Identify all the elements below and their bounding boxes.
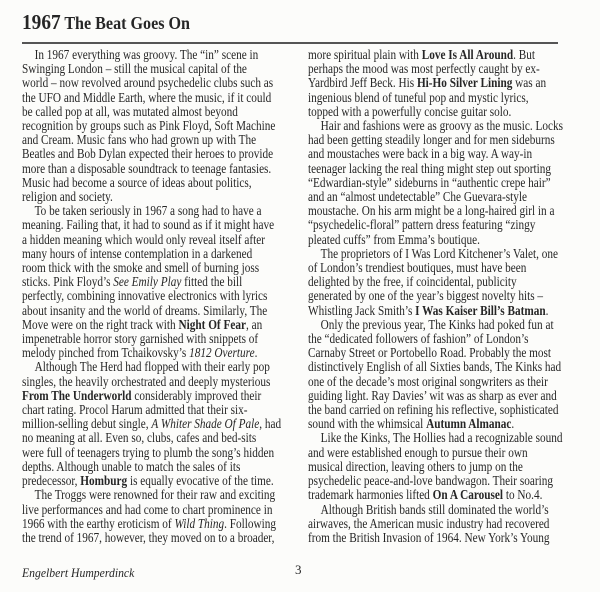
text-run: room thick with the smoke and smell of burning joss: [22, 260, 260, 276]
text-line: [308, 247, 563, 261]
text-run: fitted the bill: [181, 274, 243, 290]
page-number: 3: [295, 562, 302, 577]
title-rule: [22, 42, 558, 44]
text-run: Move were on the right track with: [22, 316, 179, 332]
text-run: chart rating. Procol Harum admitted that their six-: [22, 402, 248, 418]
text-line: [22, 48, 281, 62]
text-run: musical direction, leaving others to jump on the: [308, 458, 523, 474]
text-run: Although The Herd had flopped with their early pop: [34, 359, 270, 375]
text-run: In 1967 everything was groovy. The “in” scene in: [34, 47, 259, 62]
text-run: singles, the heavily orchestrated and deeply mysterious: [22, 373, 271, 389]
text-run: many hours of intense contemplation in a darkened: [22, 245, 253, 261]
text-run: Yardbird Jeff Beck. His: [308, 75, 417, 91]
text-line: [22, 503, 281, 517]
text-line: [22, 261, 281, 275]
text-run: million-selling debut single,: [22, 416, 152, 432]
text-run: one of the decade’s most original songwriters as their: [308, 373, 548, 389]
text-line: [22, 403, 281, 417]
text-run: .: [545, 302, 549, 318]
song-title: On A Carousel: [432, 487, 504, 503]
text-line: [22, 318, 281, 332]
text-line: [308, 218, 563, 232]
text-run: topped with a powerfully concise guitar solo.: [308, 103, 512, 119]
text-line: [308, 176, 563, 190]
text-line: [22, 431, 281, 445]
text-run: the trend of 1967, however, they moved on to a broader,: [22, 529, 275, 545]
text-run: live performances and had come to chart prominence in: [22, 501, 273, 517]
text-line: [308, 304, 563, 318]
text-run: teenager lacking the real thing might step out sporting: [308, 160, 552, 176]
text-line: [22, 360, 281, 374]
text-line: [308, 261, 563, 275]
text-run: Although British bands still dominated the world’s: [320, 501, 549, 517]
text-run: Carnaby Street or Portobello Road. Probably the most: [308, 345, 552, 361]
text-run: ingenious blend of tuneful pop and mystic lyrics,: [308, 89, 529, 105]
text-line: [22, 389, 281, 403]
text-line: [22, 62, 281, 76]
text-line: [22, 233, 281, 247]
text-line: [22, 275, 281, 289]
text-line: [308, 133, 563, 147]
text-run: more than a disposable soundtrack to teenage fantasies.: [22, 160, 272, 176]
text-run: “psychedelic-floral” pattern dress featuring “zingy: [308, 217, 536, 233]
text-column-right: [308, 48, 563, 545]
text-run: sound with the whimsical: [308, 416, 427, 432]
text-run: sticks. Pink Floyd’s: [22, 274, 114, 290]
text-run: airwaves, the American music industry had recovered: [308, 515, 550, 531]
text-run: impenetrable horror story garnished with snippets of: [22, 331, 259, 347]
text-run: perhaps the mood was most perfectly caught by ex-: [308, 61, 540, 77]
text-run: about insanity and the world of dreams. Similarly, The: [22, 302, 268, 318]
title-year: 1967: [22, 10, 61, 34]
song-title: I Was Kaiser Bill’s Batman: [415, 302, 546, 318]
text-line: [22, 76, 281, 90]
text-run: generated by one of the year’s biggest novelty hits –: [308, 288, 544, 304]
text-line: [308, 403, 563, 417]
text-line: [308, 460, 563, 474]
text-run: meaning. Failing that, it had to sound as if it might have: [22, 217, 275, 233]
text-line: [308, 76, 563, 90]
text-line: [22, 332, 281, 346]
text-line: [22, 176, 281, 190]
text-line: [22, 147, 281, 161]
text-run: recognition by groups such as Pink Floyd, Soft Machine: [22, 118, 276, 134]
text-line: [22, 446, 281, 460]
text-run: The proprietors of I Was Lord Kitchener’s Valet, one: [320, 245, 559, 261]
text-run: is equally evocative of the time.: [127, 473, 274, 489]
page-title: [22, 10, 190, 35]
text-line: [308, 289, 563, 303]
text-line: [308, 119, 563, 133]
text-run: Whistling Jack Smith’s: [308, 302, 416, 318]
text-run: .: [254, 345, 258, 361]
text-line: [308, 488, 563, 502]
text-run: depths. Although unable to match the sales of its: [22, 458, 241, 474]
text-run: religion and society.: [22, 189, 113, 205]
title-text: The Beat Goes On: [64, 13, 191, 33]
text-line: [308, 360, 563, 374]
text-line: [22, 105, 281, 119]
text-run: To be taken seriously in 1967 a song had to have a: [34, 203, 262, 219]
text-line: [308, 389, 563, 403]
text-line: [308, 431, 563, 445]
text-run: were full of teenagers trying to plumb the song’s hidden: [22, 444, 275, 460]
song-title: Autumn Almanac: [426, 416, 512, 432]
text-run: “Edwardian-style” sideburns in “authentic crepe hair”: [308, 174, 551, 190]
text-run: trademark harmonies lifted: [308, 487, 433, 503]
text-run: the band carried on refining his reflective, sophisticated: [308, 402, 559, 418]
text-run: and Cream. Music fans who had grown up with The: [22, 132, 257, 148]
text-line: [308, 233, 563, 247]
text-run: considerably improved their: [131, 387, 262, 403]
text-line: [308, 318, 563, 332]
text-run: Like the Kinks, The Hollies had a recognizable sound: [320, 430, 563, 446]
text-line: [308, 105, 563, 119]
text-run: .: [511, 416, 515, 432]
text-line: [22, 531, 281, 545]
text-run: Beatles and Bob Dylan expected their heroes to provide: [22, 146, 274, 162]
text-run: to No.4.: [503, 487, 543, 503]
italic-title: A Whiter Shade Of Pale: [151, 416, 260, 432]
text-run: , an: [245, 316, 263, 332]
text-line: [22, 375, 281, 389]
text-line: [308, 162, 563, 176]
text-run: Hair and fashions were as groovy as the music. Locks: [320, 118, 564, 134]
text-line: [308, 62, 563, 76]
text-line: [308, 275, 563, 289]
italic-title: Wild Thing: [174, 515, 225, 531]
text-run: delighted by the free, if coincidental, publicity: [308, 274, 517, 290]
song-title: Hi-Ho Silver Lining: [416, 75, 513, 91]
text-run: no meaning at all. Even so, clubs, cafes and bed-sits: [22, 430, 257, 446]
text-line: [22, 162, 281, 176]
text-line: [308, 147, 563, 161]
text-line: [308, 332, 563, 346]
text-run: of London’s trendiest boutiques, must have been: [308, 260, 527, 276]
text-line: [22, 91, 281, 105]
text-run: be called pop at all, was mutated almost beyond: [22, 103, 238, 119]
text-line: [22, 133, 281, 147]
text-line: [308, 531, 563, 545]
text-run: from the British Invasion of 1964. New York’s Young: [308, 529, 550, 545]
text-line: [308, 190, 563, 204]
text-run: perfectly, combining innovative electronics with lyrics: [22, 288, 268, 304]
text-line: [308, 375, 563, 389]
text-run: distinctively English of all Sixties bands, The Kinks had: [308, 359, 562, 375]
text-run: Music had become a source of ideas about politics,: [22, 174, 252, 190]
text-line: [22, 304, 281, 318]
song-title: From The Underworld: [22, 387, 132, 403]
text-line: [22, 460, 281, 474]
text-line: [308, 91, 563, 105]
text-run: psychedelic peace-and-love bandwagon. Their soaring: [308, 473, 553, 489]
text-run: predecessor,: [22, 473, 81, 489]
text-line: [22, 517, 281, 531]
text-line: [308, 48, 563, 62]
text-run: a hidden meaning which would only reveal itself after: [22, 231, 266, 247]
text-line: [22, 247, 281, 261]
text-line: [22, 289, 281, 303]
text-run: world – now revolved around psychedelic clubs such as: [22, 75, 274, 91]
italic-title: 1812 Overture: [189, 345, 255, 361]
text-line: [22, 190, 281, 204]
text-line: [22, 346, 281, 360]
text-column-left: [22, 48, 281, 545]
text-run: . Following: [224, 515, 277, 531]
text-line: [22, 218, 281, 232]
text-run: Only the previous year, The Kinks had poked fun at: [320, 316, 554, 332]
text-line: [308, 446, 563, 460]
text-run: and were established enough to pursue their own: [308, 444, 528, 460]
text-line: [308, 204, 563, 218]
text-run: . But: [513, 47, 535, 62]
text-run: guiding light. Ray Davies’ wit was as sharp as ever and: [308, 387, 557, 403]
text-run: 1966 with the earthy eroticism of: [22, 515, 175, 531]
text-run: The Troggs were renowned for their raw and exciting: [34, 487, 276, 503]
text-line: [22, 488, 281, 502]
text-run: Swinging London – still the musical capital of the: [22, 61, 247, 77]
text-line: [308, 517, 563, 531]
text-run: pleated cuffs” from Emma’s boutique.: [308, 231, 480, 247]
text-run: melody pinched from Tchaikovsky’s: [22, 345, 190, 361]
text-line: [22, 417, 281, 431]
text-run: was an: [512, 75, 547, 91]
text-line: [22, 204, 281, 218]
text-line: [308, 417, 563, 431]
text-line: [308, 474, 563, 488]
text-line: [22, 119, 281, 133]
text-run: the UFO and Middle Earth, where the music, if it could: [22, 89, 272, 105]
text-run: had been getting steadily longer and for men sideburns: [308, 132, 555, 148]
song-title: Night Of Fear: [178, 316, 246, 332]
song-title: Homburg: [80, 473, 128, 489]
text-run: and an “almost undetectable” Che Guevara-style: [308, 189, 527, 205]
text-line: [308, 346, 563, 360]
song-title: Love Is All Around: [421, 47, 514, 62]
text-run: and moustaches were back in a big way. A way-in: [308, 146, 533, 162]
text-run: more spiritual plain with: [308, 47, 422, 62]
text-line: [308, 503, 563, 517]
text-run: moustache. On his arm might be a long-haired girl in a: [308, 203, 555, 219]
photo-caption: Engelbert Humperdinck: [22, 565, 135, 580]
italic-title: See Emily Play: [113, 274, 182, 290]
text-run: , had: [259, 416, 282, 432]
text-line: [22, 474, 281, 488]
text-run: the “dedicated followers of fashion” of London’s: [308, 331, 529, 347]
